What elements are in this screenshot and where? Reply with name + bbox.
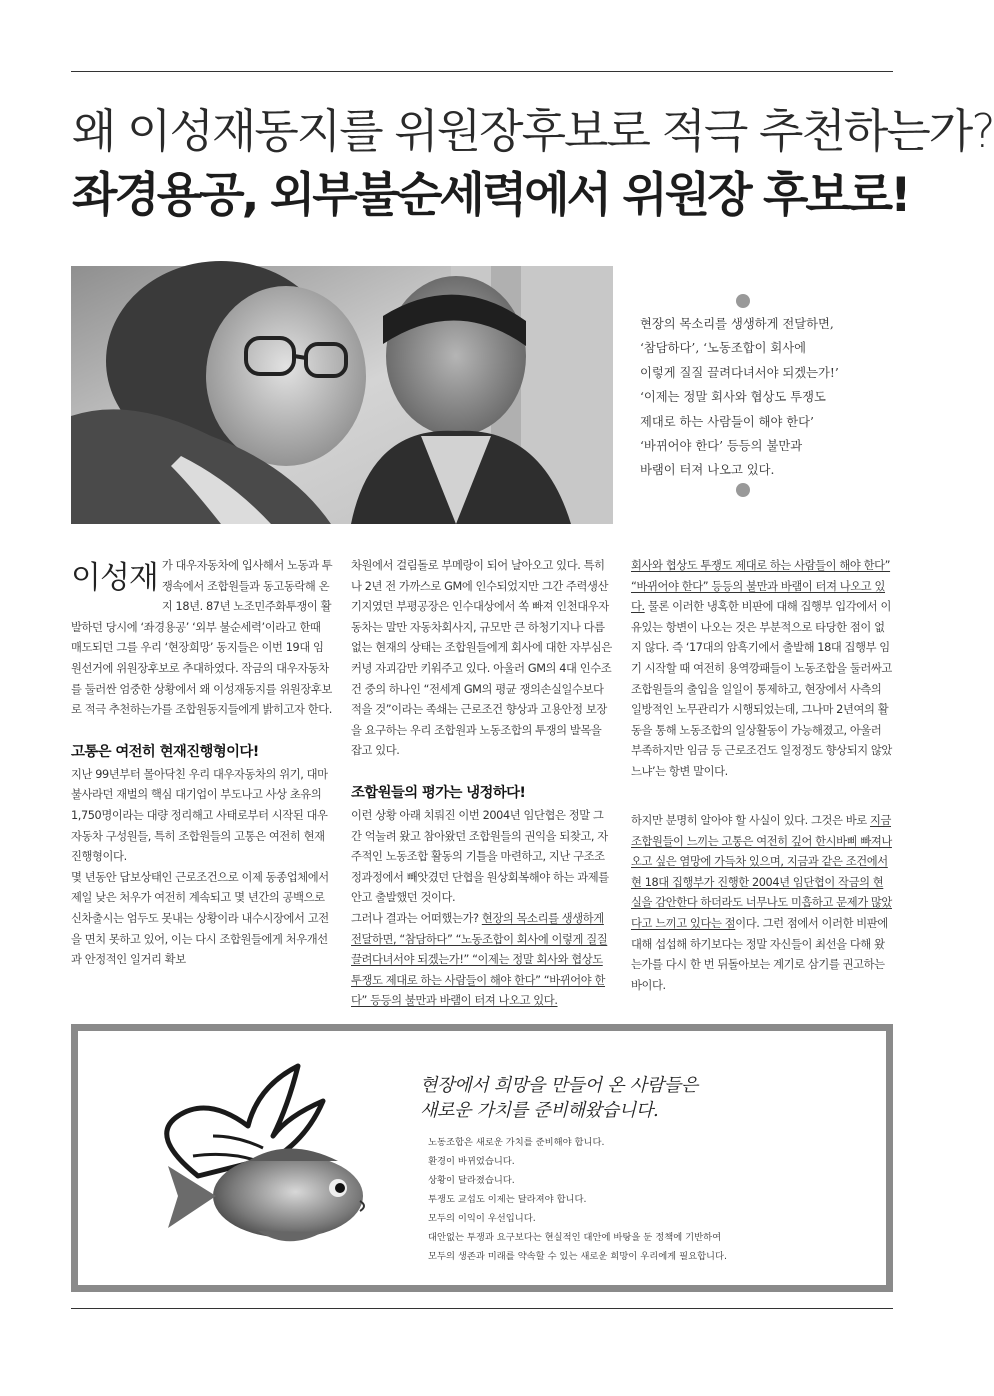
- underlined-text: 지금 조합원들이 느끼는 고통은 여전히 깊어 한시바삐 빠져나오고 싶은 염망에 가득차 있으며, 지금과 같은 조건에서 현 18대 집행부가 진행한 2004년 임단협이 작금의 현실을 감안한다 하더라도 너무나도 미흡하고 문제가 많았다고 느끼고 있다는 점: [631, 814, 892, 930]
- pull-quote-line: ‘바뀌어야 한다’ 등등의 불만과: [640, 439, 803, 454]
- text-run: 이다. 그런 점에서 이러한 비판에 대해 섭섭해 하기보다는 정말 자신들이 최선을 다해 왔는가를 다시 한 번 뒤돌아보는 계기로 삼기를 권고하는 바이다.: [631, 916, 888, 992]
- box-headline: [420, 1073, 698, 1123]
- box-headline-line: 새로운 가치를 준비해왔습니다.: [420, 1100, 659, 1121]
- pull-quote-line: ‘이제는 정말 회사와 협상도 투쟁도: [640, 390, 826, 405]
- box-statement: 환경이 바뀌었습니다.: [428, 1156, 515, 1167]
- text-run: 하지만 분명히 알아야 할 사실이 있다. 그것은 바로: [631, 814, 870, 827]
- dropcap-name: 이성재: [71, 560, 158, 596]
- subheading-pain: 고통은 여전히 현재진행형이다!: [71, 743, 259, 760]
- headline-main: 좌경용공, 외부불순세력에서 위원장 후보로!: [72, 168, 909, 223]
- box-statement: 투쟁도 교섭도 이제는 달라져야 합니다.: [428, 1194, 587, 1205]
- underlined-text-continued: 회사와 협상도 투쟁도 제대로 하는 사람들이 해야 한다” “바뀌어야 한다” 등등의 불만과 바램이 터져 나오고 있다.: [631, 559, 891, 614]
- bottom-rule: [71, 1308, 893, 1309]
- text-run: 그러나 결과는 어떠했는가?: [351, 911, 482, 925]
- headline-question: 왜 이성재동지를 위원장후보로 적극 추천하는가?: [72, 104, 994, 158]
- underlined-text: 현장의 목소리를 생생하게 전달하면, “참담하다” “노동조합이 회사에 이렇게 질질 끌려다녀서야 되겠는가!” “이제는 정말 회사와 협상도 투쟁도 제대로 하는 사람들이 해야 한다” “바뀌어야 한다” 등등의 불만과 바램이 터져 나오고 있다.: [351, 911, 608, 1008]
- paragraph-continues: [351, 909, 613, 1008]
- paragraph: 몇 년동안 답보상태인 근로조건으로 이제 동종업체에서 제일 낮은 처우가 여전히 계속되고 몇 년간의 공백으로 신차출시는 엄두도 못내는 상황이라 내수시장에서 고전을 면치 못하고 있어, 이는 다시 조합원들에게 처우개선과 안정적인 일거리 확보: [71, 870, 329, 967]
- box-statements: [428, 1133, 727, 1266]
- winged-fish-illustration: [138, 1056, 408, 1256]
- pull-quote-line: 바램이 터져 나오고 있다.: [640, 463, 775, 478]
- paragraph: 지난 99년부터 몰아닥친 우리 대우자동차의 위기, 대마불사라던 재벌의 핵심 대기업이 부도나고 사상 초유의 1,750명이라는 대량 정리해고 사태로부터 시작된 대우자동차 구성원들, 특히 조합원들의 고통은 여전히 현재진행형이다.: [71, 767, 328, 864]
- paragraph: 이런 상황 아래 치뤄진 이번 2004년 임단협은 정말 그간 억눌려 왔고 참아왔던 조합원들의 권익을 되찾고, 자주적인 노동조합 활동의 기틀을 마련하고, 지난 구조조정과정에서 빼앗겼던 단협을 원상회복해야 하는 과제를 안고 출발했던 것이다.: [351, 808, 609, 905]
- article-column-3: [631, 556, 893, 996]
- box-statement: 모두의 이익이 우선입니다.: [428, 1213, 536, 1224]
- top-rule: [71, 71, 893, 72]
- campaign-box: [71, 1024, 893, 1292]
- caption-bottom-dot: [736, 483, 750, 497]
- intro-paragraph: 가 대우자동차에 입사해서 노동과 투쟁속에서 조합원들과 동고동락해 온 지 18년. 87년 노조민주화투쟁이 활발하던 당시에 ‘좌경용공’ ‘외부 불순세력’이라고 한때 매도되던 그를 우리 ‘현장희망’ 동지들은 이번 19대 임원선거에 위원장후보로 추대하였다. 작금의 대우자동차를 둘러싼 엄중한 상황에서 왜 이성재동지를 위원장후보로 적극 추천하는가를 조합원동지들에게 밝히고자 한다.: [71, 559, 333, 717]
- article-column-2: [351, 556, 613, 1008]
- pull-quote: [640, 312, 890, 483]
- paragraph: [631, 556, 893, 811]
- paragraph: [631, 811, 893, 996]
- pull-quote-line: ‘참담하다’, ‘노동조합이 회사에: [640, 341, 806, 356]
- caption-top-dot: [736, 294, 750, 308]
- box-statement: 상황이 달라졌습니다.: [428, 1175, 515, 1186]
- photo-two-men: [71, 266, 613, 524]
- text-run: 물론 이러한 냉혹한 비판에 대해 집행부 입각에서 이유있는 항변이 나오는 것은 부분적으로 타당한 점이 없지 않다. 즉 ‘17대의 암흑기에서 출발해 18대 집행부 임기 시작할 때 여전히 용역깡패들이 노동조합을 둘러싸고 조합원들의 출입을 일일이 통제하고, 현장에서 사측의 일방적인 노무관리가 시행되었는데, 그나마 2년여의 활동을 통해 노동조합의 일상활동이 가능해졌고, 아울러 부족하지만 임금 등 근로조건도 일정정도 향상되지 않았느냐’는 항변 말이다.: [631, 600, 892, 778]
- box-statement: 노동조합은 새로운 가치를 준비해야 합니다.: [428, 1137, 605, 1148]
- paragraph: 차원에서 걸림돌로 부메랑이 되어 날아오고 있다. 특히나 2년 전 가까스로 GM에 인수되었지만 그간 주력생산기지였던 부평공장은 인수대상에서 쏙 빠져 인천대우자동차는 말만 자동차회사지, 규모만 큰 하청기지나 다름없는 현재의 상태는 조합원들에게 회사에 대한 자부심은커녕 자괴감만 키워주고 있다. 아울러 GM의 4대 인수조건 중의 하나인 “전세계 GM의 평균 쟁의손실일수보다 적을 것”이라는 족쇄는 근로조건 향상과 고용안정 보장을 요구하는 우리 조합원과 노동조합의 투쟁의 발목을 잡고 있다.: [351, 559, 612, 758]
- box-statement: 대안없는 투쟁과 요구보다는 현실적인 대안에 바탕을 둔 정책에 기반하여: [428, 1232, 722, 1243]
- article-column-1: [71, 556, 333, 971]
- box-headline-line: 현장에서 희망을 만들어 온 사람들은: [420, 1075, 699, 1096]
- box-statement: 모두의 생존과 미래를 약속할 수 있는 새로운 희망이 우리에게 필요합니다.: [428, 1251, 727, 1262]
- pull-quote-line: 제대로 하는 사람들이 해야 한다’: [640, 414, 814, 429]
- pull-quote-line: 현장의 목소리를 생생하게 전달하면,: [640, 317, 834, 331]
- subheading-evaluation: 조합원들의 평가는 냉정하다!: [351, 784, 526, 801]
- pull-quote-line: 이렇게 질질 끌려다녀서야 되겠는가!’: [640, 365, 839, 380]
